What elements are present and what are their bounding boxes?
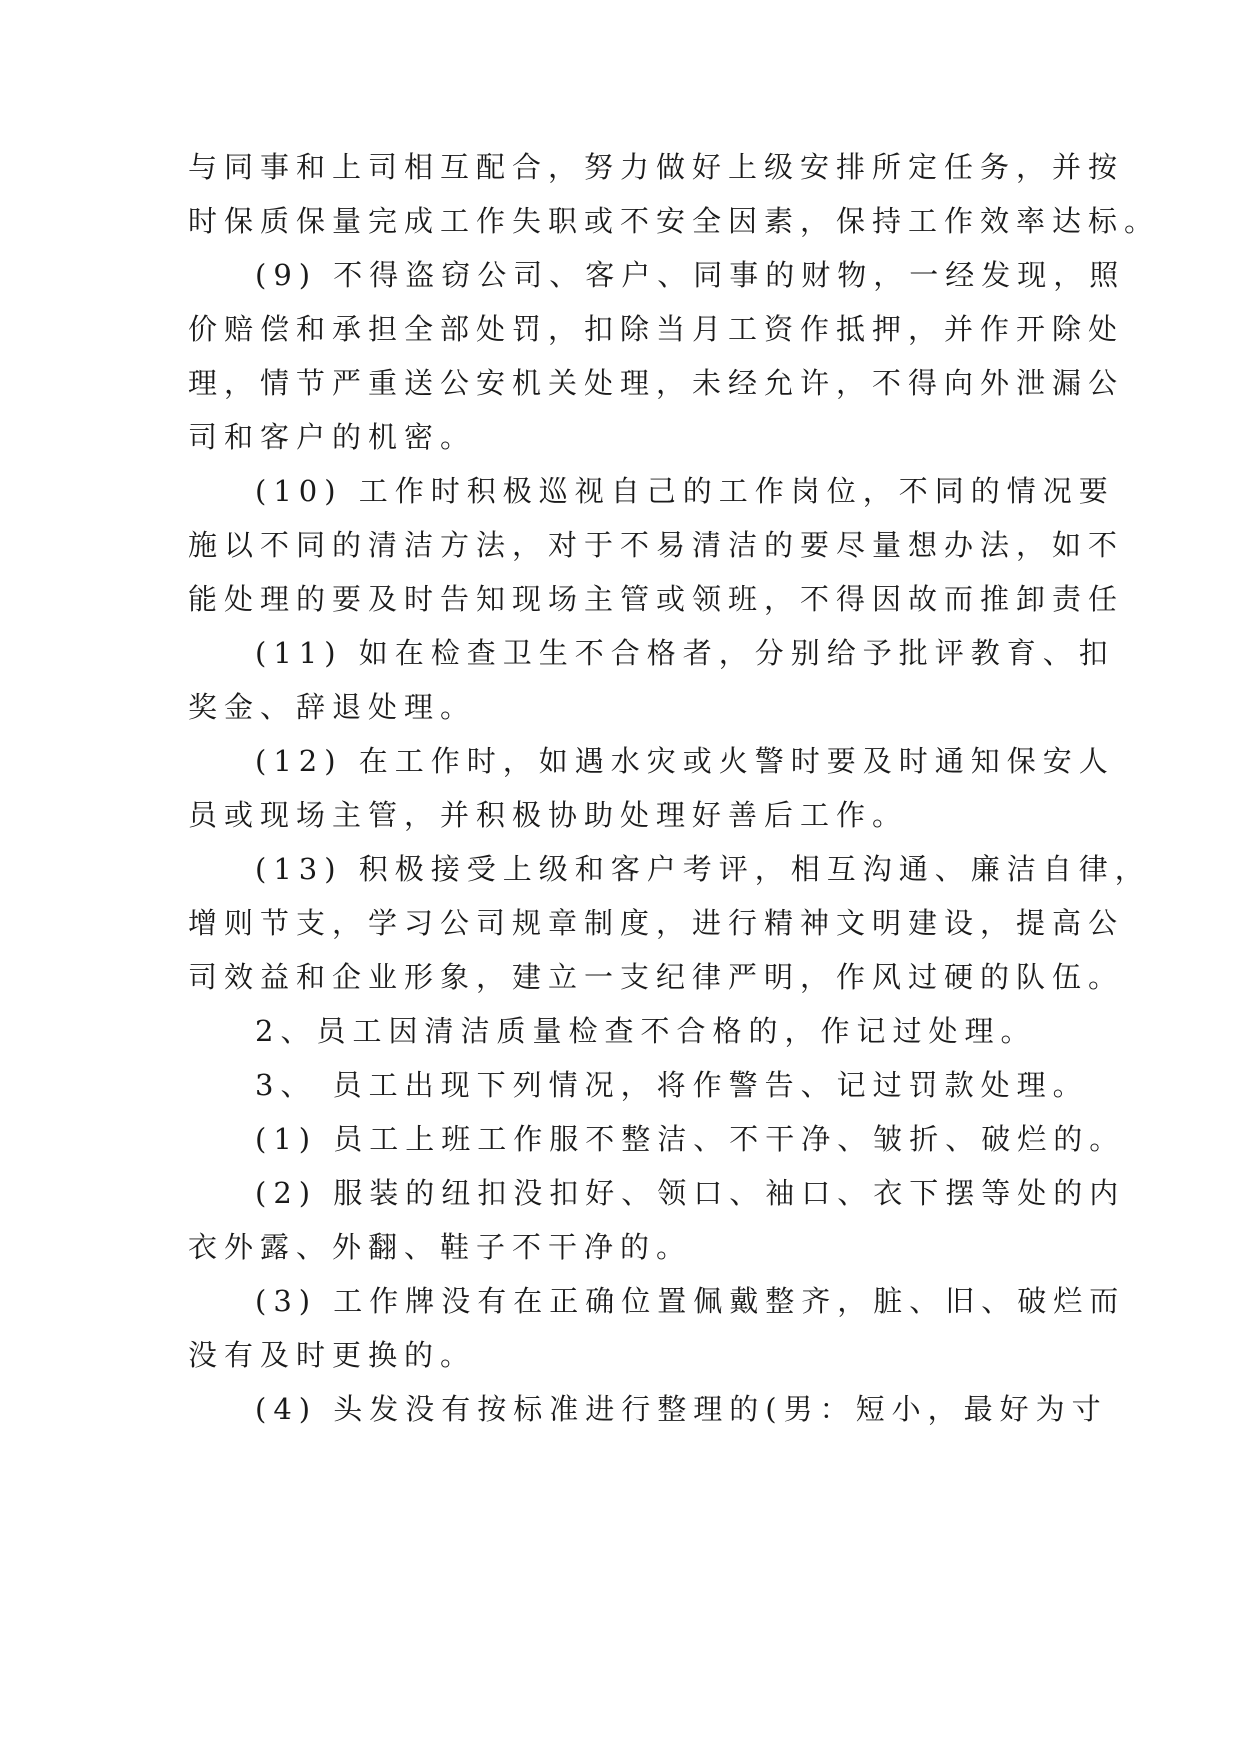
- paragraph-line: 员或现场主管，并积极协助处理好善后工作。: [188, 798, 909, 832]
- paragraph-line: 司和客户的机密。: [188, 420, 477, 454]
- paragraph-line: (13) 积极接受上级和客户考评，相互沟通、廉洁自律，: [255, 852, 1151, 886]
- paragraph-line: 与同事和上司相互配合，努力做好上级安排所定任务，并按: [188, 150, 1125, 184]
- paragraph-line: (10) 工作时积极巡视自己的工作岗位，不同的情况要: [255, 474, 1115, 508]
- paragraph-line: 时保质保量完成工作失职或不安全因素，保持工作效率达标。: [188, 204, 1161, 238]
- paragraph-line: (9) 不得盗窃公司、客户、同事的财物，一经发现，照: [255, 258, 1126, 292]
- paragraph-line: 没有及时更换的。: [188, 1338, 477, 1372]
- paragraph-line: (2) 服装的纽扣没扣好、领口、袖口、衣下摆等处的内: [255, 1176, 1126, 1210]
- paragraph-line: (12) 在工作时，如遇水灾或火警时要及时通知保安人: [255, 744, 1115, 778]
- paragraph-line: 2、员工因清洁质量检查不合格的，作记过处理。: [255, 1014, 1037, 1048]
- paragraph-line: 理，情节严重送公安机关处理，未经允许，不得向外泄漏公: [188, 366, 1125, 400]
- paragraph-line: 3、 员工出现下列情况，将作警告、记过罚款处理。: [255, 1068, 1089, 1102]
- paragraph-line: 价赔偿和承担全部处罚，扣除当月工资作抵押，并作开除处: [188, 312, 1125, 346]
- paragraph-line: (3) 工作牌没有在正确位置佩戴整齐，脏、旧、破烂而: [255, 1284, 1126, 1318]
- paragraph-line: 增则节支，学习公司规章制度，进行精神文明建设，提高公: [188, 906, 1125, 940]
- paragraph-line: 施以不同的清洁方法，对于不易清洁的要尽量想办法，如不: [188, 528, 1125, 562]
- paragraph-line: 奖金、辞退处理。: [188, 690, 477, 724]
- paragraph-line: (11) 如在检查卫生不合格者，分别给予批评教育、扣: [255, 636, 1115, 670]
- paragraph-line: (4) 头发没有按标准进行整理的(男：短小，最好为寸: [255, 1392, 1108, 1426]
- paragraph-line: 能处理的要及时告知现场主管或领班，不得因故而推卸责任: [188, 582, 1125, 616]
- paragraph-line: 衣外露、外翻、鞋子不干净的。: [188, 1230, 693, 1264]
- paragraph-line: (1) 员工上班工作服不整洁、不干净、皱折、破烂的。: [255, 1122, 1126, 1156]
- paragraph-line: 司效益和企业形象，建立一支纪律严明，作风过硬的队伍。: [188, 960, 1125, 994]
